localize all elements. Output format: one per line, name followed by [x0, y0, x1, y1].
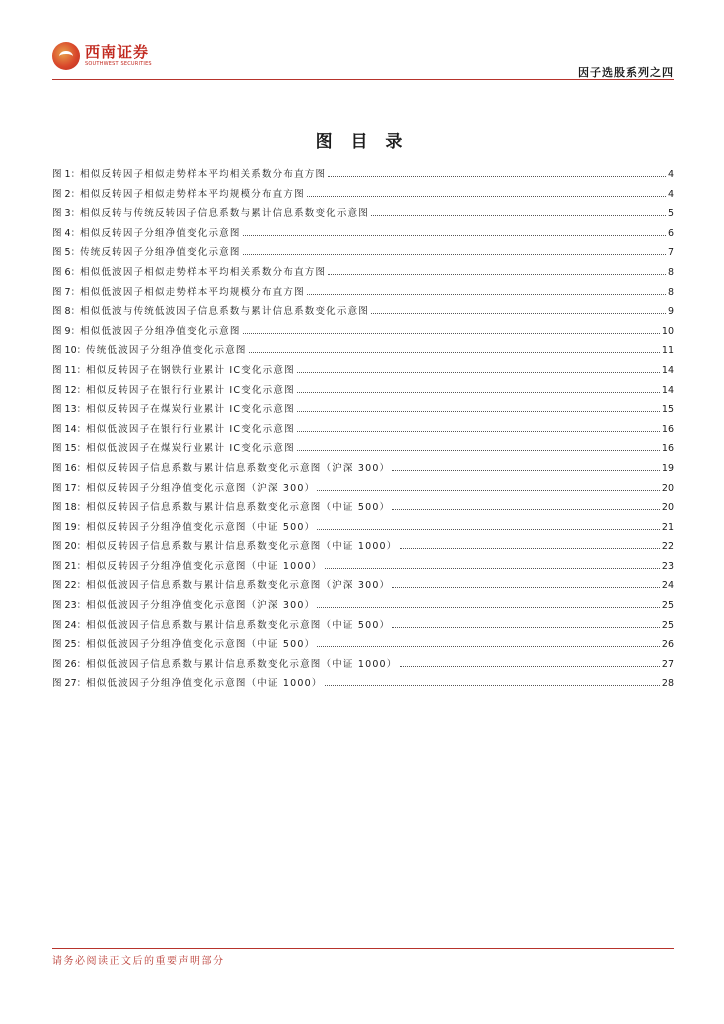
toc-leader-dots	[307, 294, 666, 295]
toc-entry-label: 图 8：	[52, 306, 81, 318]
toc-entry-title: 相似反转因子分组净值变化示意图（中证 1000）	[86, 560, 323, 572]
toc-entry[interactable]	[52, 675, 674, 695]
toc-entry-title: 相似反转因子在钢铁行业累计 IC变化示意图	[86, 364, 295, 376]
toc-entry-page: 6	[667, 227, 674, 239]
toc-leader-dots	[317, 646, 660, 647]
toc-entry-label: 图 27：	[52, 678, 87, 690]
toc-leader-dots	[392, 587, 660, 588]
toc-entry[interactable]	[52, 440, 674, 460]
toc-entry-title: 相似反转因子信息系数与累计信息系数变化示意图（中证 1000）	[86, 541, 398, 553]
toc-entry[interactable]	[52, 558, 674, 578]
toc-leader-dots	[400, 548, 660, 549]
toc-entry-title: 相似反转因子分组净值变化示意图（沪深 300）	[86, 482, 316, 494]
toc-entry-title: 相似反转因子相似走势样本平均规模分布直方图	[80, 188, 305, 200]
toc-entry-title: 相似低波因子在煤炭行业累计 IC变化示意图	[86, 443, 295, 455]
toc-entry-label: 图 17：	[52, 482, 87, 494]
toc-entry[interactable]	[52, 362, 674, 382]
toc-entry-page: 10	[661, 325, 674, 337]
toc-entry-page: 19	[661, 462, 674, 474]
toc-entry-label: 图 2：	[52, 188, 81, 200]
toc-entry-label: 图 18：	[52, 502, 87, 514]
toc-entry-label: 图 12：	[52, 384, 87, 396]
toc-entry[interactable]	[52, 597, 674, 617]
toc-entry-page: 4	[667, 188, 674, 200]
toc-leader-dots	[400, 666, 660, 667]
toc-leader-dots	[297, 411, 660, 412]
toc-leader-dots	[297, 450, 660, 451]
toc-entry-page: 25	[661, 600, 674, 612]
toc-entry[interactable]	[52, 636, 674, 656]
toc-leader-dots	[328, 176, 666, 177]
toc-leader-dots	[392, 470, 660, 471]
toc-entry-label: 图 22：	[52, 580, 87, 592]
toc-entry[interactable]	[52, 421, 674, 441]
toc-entry-label: 图 1：	[52, 169, 81, 180]
toc-entry-title: 相似低波因子信息系数与累计信息系数变化示意图（沪深 300）	[86, 580, 391, 592]
toc-leader-dots	[325, 568, 660, 569]
toc-entry-page: 15	[661, 404, 674, 416]
toc-entry[interactable]	[52, 323, 674, 343]
toc-leader-dots	[392, 509, 660, 510]
logo-icon	[52, 42, 80, 70]
toc-entry-page: 21	[661, 521, 674, 533]
toc-leader-dots	[243, 254, 666, 255]
page-header	[52, 40, 674, 80]
header-divider	[52, 79, 674, 80]
toc-entry-title: 相似反转因子信息系数与累计信息系数变化示意图（沪深 300）	[86, 462, 391, 474]
toc-entry-page: 4	[667, 169, 674, 180]
toc-entry-label: 图 9：	[52, 325, 81, 337]
toc-entry-label: 图 11：	[52, 364, 87, 376]
table-of-figures	[52, 166, 674, 695]
logo-en: SOUTHWEST SECURITIES	[85, 61, 152, 67]
logo-cn: 西南证券	[85, 43, 150, 61]
toc-entry[interactable]	[52, 382, 674, 402]
toc-entry-label: 图 4：	[52, 227, 81, 239]
toc-entry-title: 相似低波因子在银行行业累计 IC变化示意图	[86, 423, 295, 435]
toc-entry-page: 26	[661, 639, 674, 651]
toc-entry-page: 11	[661, 345, 674, 357]
toc-entry-page: 5	[667, 208, 674, 220]
toc-entry-page: 20	[661, 482, 674, 494]
toc-entry[interactable]	[52, 284, 674, 304]
toc-entry-title: 相似低波因子分组净值变化示意图	[80, 325, 241, 337]
toc-entry-title: 相似低波与传统低波因子信息系数与累计信息系数变化示意图	[80, 306, 369, 318]
toc-leader-dots	[317, 490, 660, 491]
logo-text	[85, 45, 152, 67]
toc-entry-title: 相似低波因子分组净值变化示意图（中证 1000）	[86, 678, 323, 690]
toc-entry-label: 图 6：	[52, 266, 81, 278]
toc-entry-title: 相似反转因子分组净值变化示意图（中证 500）	[86, 521, 316, 533]
toc-entry[interactable]	[52, 538, 674, 558]
toc-entry-page: 8	[667, 266, 674, 278]
toc-entry[interactable]	[52, 186, 674, 206]
toc-entry-label: 图 25：	[52, 639, 87, 651]
toc-entry-label: 图 16：	[52, 462, 87, 474]
footer-disclaimer: 请务必阅读正文后的重要声明部分	[52, 956, 225, 967]
toc-entry-page: 25	[661, 619, 674, 631]
toc-leader-dots	[371, 215, 666, 216]
toc-leader-dots	[371, 313, 666, 314]
toc-entry-page: 9	[667, 306, 674, 318]
toc-leader-dots	[297, 431, 660, 432]
footer-divider	[52, 948, 674, 949]
toc-entry[interactable]	[52, 401, 674, 421]
toc-entry-label: 图 20：	[52, 541, 87, 553]
toc-entry-label: 图 26：	[52, 658, 87, 670]
toc-entry-page: 20	[661, 502, 674, 514]
toc-entry-label: 图 7：	[52, 286, 81, 298]
toc-entry-title: 相似反转因子信息系数与累计信息系数变化示意图（中证 500）	[86, 502, 391, 514]
toc-entry[interactable]	[52, 225, 674, 245]
toc-entry-title: 相似低波因子分组净值变化示意图（中证 500）	[86, 639, 316, 651]
toc-entry[interactable]	[52, 244, 674, 264]
toc-entry-page: 23	[661, 560, 674, 572]
toc-entry-title: 相似反转因子在银行行业累计 IC变化示意图	[86, 384, 295, 396]
toc-entry[interactable]	[52, 264, 674, 284]
toc-entry[interactable]	[52, 205, 674, 225]
toc-entry[interactable]	[52, 480, 674, 500]
toc-entry-title: 相似反转因子相似走势样本平均相关系数分布直方图	[80, 169, 327, 180]
toc-leader-dots	[307, 196, 666, 197]
toc-entry-page: 16	[661, 443, 674, 455]
page-title: 图 目 录	[315, 132, 409, 152]
toc-entry[interactable]	[52, 656, 674, 676]
toc-entry-label: 图 23：	[52, 600, 87, 612]
toc-leader-dots	[249, 352, 660, 353]
toc-entry-label: 图 13：	[52, 404, 87, 416]
toc-entry-title: 相似反转因子在煤炭行业累计 IC变化示意图	[86, 404, 295, 416]
toc-entry-label: 图 5：	[52, 247, 81, 259]
company-logo	[52, 42, 152, 70]
toc-entry-label: 图 15：	[52, 443, 87, 455]
toc-entry-page: 28	[661, 678, 674, 690]
toc-leader-dots	[243, 333, 660, 334]
toc-leader-dots	[328, 274, 666, 275]
toc-entry[interactable]	[52, 577, 674, 597]
toc-entry-title: 相似低波因子信息系数与累计信息系数变化示意图（中证 500）	[86, 619, 391, 631]
toc-entry-page: 16	[661, 423, 674, 435]
toc-entry-label: 图 19：	[52, 521, 87, 533]
toc-entry-page: 14	[661, 384, 674, 396]
toc-entry[interactable]	[52, 499, 674, 519]
toc-entry-page: 22	[661, 541, 674, 553]
toc-entry-label: 图 21：	[52, 560, 87, 572]
toc-entry-page: 27	[661, 658, 674, 670]
toc-entry-title: 相似反转因子分组净值变化示意图	[80, 227, 241, 239]
toc-leader-dots	[297, 372, 660, 373]
toc-entry-title: 相似反转与传统反转因子信息系数与累计信息系数变化示意图	[80, 208, 369, 220]
toc-leader-dots	[325, 685, 660, 686]
toc-entry-title: 相似低波因子分组净值变化示意图（沪深 300）	[86, 600, 316, 612]
toc-entry[interactable]	[52, 460, 674, 480]
toc-entry[interactable]	[52, 342, 674, 362]
toc-entry-page: 24	[661, 580, 674, 592]
toc-entry-label: 图 14：	[52, 423, 87, 435]
toc-entry-label: 图 24：	[52, 619, 87, 631]
toc-entry[interactable]	[52, 519, 674, 539]
toc-leader-dots	[317, 607, 660, 608]
toc-leader-dots	[243, 235, 666, 236]
toc-entry[interactable]	[52, 303, 674, 323]
toc-entry-title: 传统反转因子分组净值变化示意图	[80, 247, 241, 259]
toc-leader-dots	[317, 529, 660, 530]
series-title: 因子选股系列之四	[578, 66, 674, 79]
toc-entry-page: 7	[667, 247, 674, 259]
toc-entry-title: 相似低波因子相似走势样本平均相关系数分布直方图	[80, 266, 327, 278]
toc-entry[interactable]	[52, 166, 674, 186]
toc-entry-title: 传统低波因子分组净值变化示意图	[86, 345, 247, 357]
toc-entry[interactable]	[52, 617, 674, 637]
toc-entry-page: 8	[667, 286, 674, 298]
toc-entry-title: 相似低波因子相似走势样本平均规模分布直方图	[80, 286, 305, 298]
toc-entry-page: 14	[661, 364, 674, 376]
toc-leader-dots	[392, 627, 660, 628]
toc-entry-label: 图 3：	[52, 208, 81, 220]
toc-entry-title: 相似低波因子信息系数与累计信息系数变化示意图（中证 1000）	[86, 658, 398, 670]
toc-leader-dots	[297, 392, 660, 393]
toc-entry-label: 图 10：	[52, 345, 87, 357]
